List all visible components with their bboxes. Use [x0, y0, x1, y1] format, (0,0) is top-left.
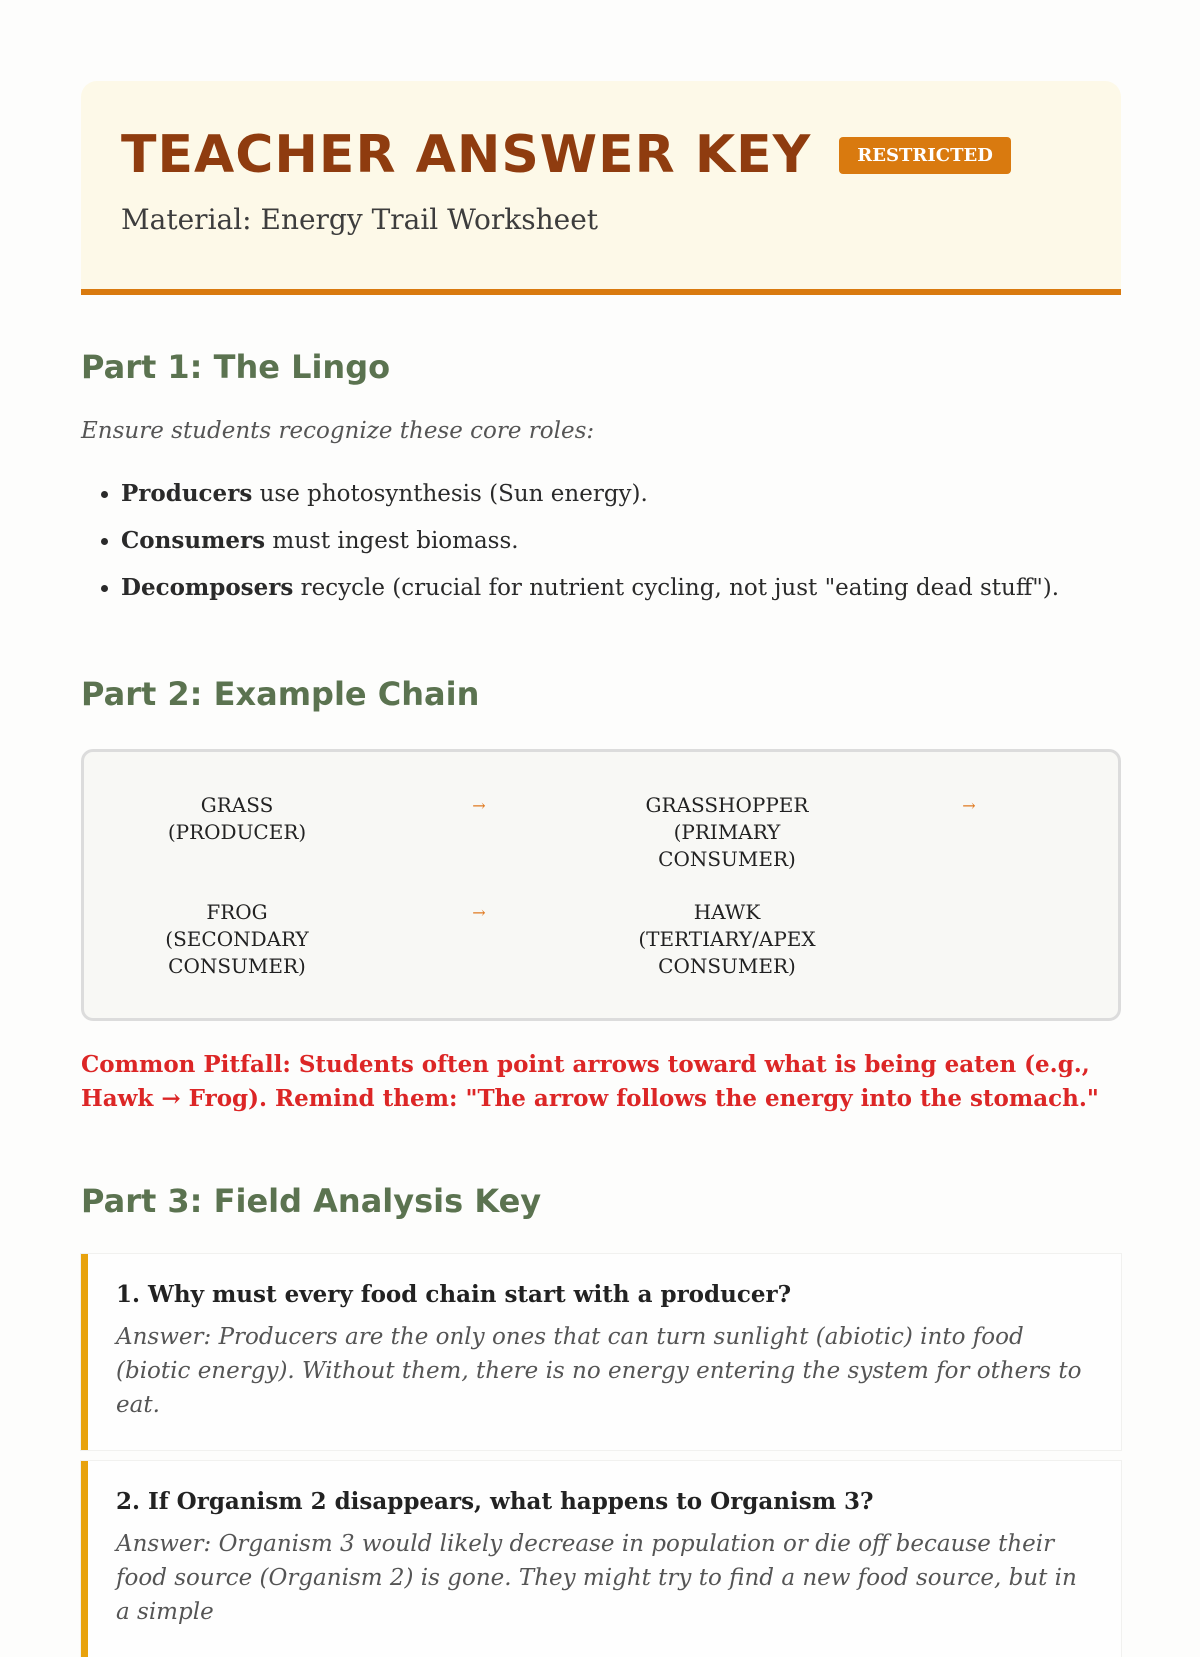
material-subtitle: Material: Energy Trail Worksheet — [121, 203, 599, 236]
chain-node-hawk: HAWK (TERTIARY/APEX CONSUMER) — [638, 900, 816, 978]
chain-node-frog: FROG (SECONDARY CONSUMER) — [165, 900, 309, 978]
role-term: Producers — [121, 480, 253, 507]
part1-intro: Ensure students recognize these core roles: — [81, 418, 595, 444]
chain-arrow-icon: → — [962, 796, 976, 815]
common-pitfall-note: Common Pitfall: Students often point arrows toward what is being eaten (e.g., Hawk → Frog). Remind them: "The arrow follows the energy into the stomach." — [81, 1051, 1099, 1112]
answer-text: Answer: Producers are the only ones that can turn sunlight (abiotic) into food (biotic energy). Without them, there is no energy entering the system for others to eat. — [116, 1324, 1082, 1418]
qa-card — [81, 1254, 1121, 1450]
role-text: recycle (crucial for nutrient cycling, not just "eating dead stuff"). — [293, 575, 1060, 601]
chain-arrow-icon: → — [472, 796, 486, 815]
answer-text: Answer: Organism 3 would likely decrease in population or die off because their food source (Organism 2) is gone. They might try to find a new food source, but in a simple — [116, 1531, 1077, 1625]
list-item — [121, 480, 1059, 527]
question-text: 1. Why must every food chain start with a producer? — [116, 1281, 792, 1308]
part1-heading: Part 1: The Lingo — [81, 348, 391, 386]
header-card — [81, 81, 1121, 295]
role-text: use photosynthesis (Sun energy). — [252, 481, 648, 507]
restricted-badge: RESTRICTED — [839, 137, 1011, 174]
qa-card — [81, 1461, 1121, 1657]
title-row — [121, 121, 1011, 189]
role-text: must ingest biomass. — [265, 528, 519, 554]
question-text: 2. If Organism 2 disappears, what happens to Organism 3? — [116, 1488, 874, 1515]
part2-heading: Part 2: Example Chain — [81, 675, 480, 713]
chain-arrow-icon: → — [472, 903, 486, 922]
list-item — [121, 527, 1059, 574]
role-term: Consumers — [121, 527, 266, 554]
role-term: Decomposers — [121, 574, 294, 601]
food-chain-box — [81, 749, 1121, 1021]
part3-heading: Part 3: Field Analysis Key — [81, 1182, 542, 1220]
list-item — [121, 574, 1059, 621]
chain-node-grass: GRASS (PRODUCER) — [167, 793, 307, 844]
page-title: TEACHER ANSWER KEY — [121, 125, 812, 185]
roles-list — [81, 480, 1059, 621]
chain-node-grasshopper: GRASSHOPPER (PRIMARY CONSUMER) — [645, 793, 809, 871]
